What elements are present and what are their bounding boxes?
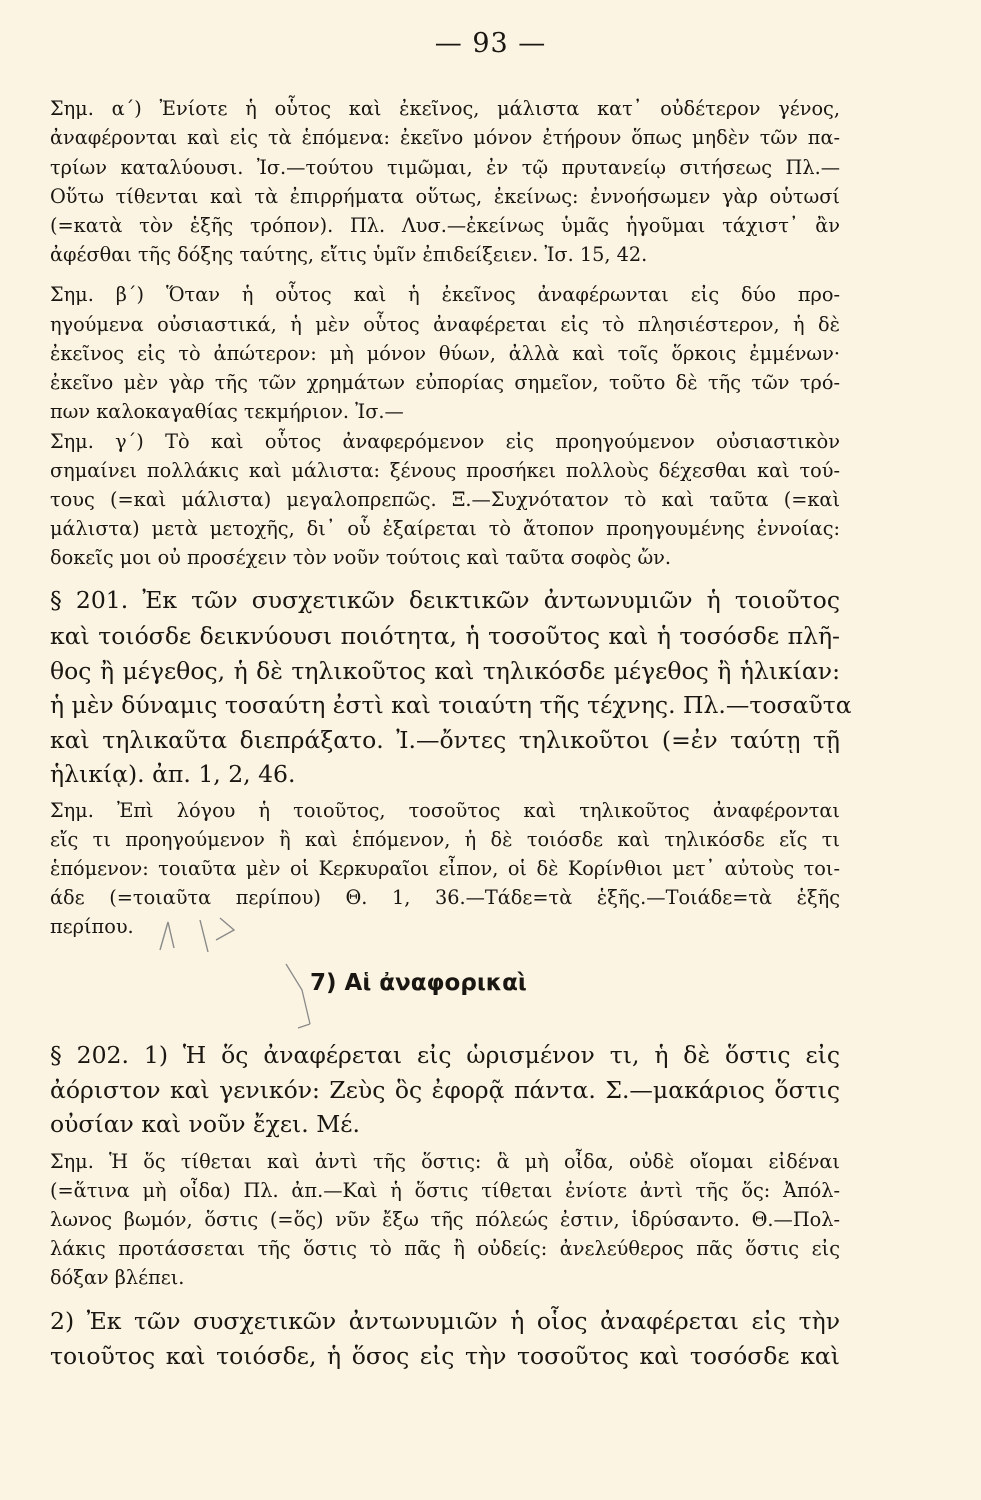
- section-201-line-1: § 201. Ἐκ τῶν συσχετικῶν δεικτικῶν ἀντωνυμιῶν ἡ τοιοῦτος: [50, 586, 840, 614]
- section-201-line-5: καὶ τηλικαῦτα διεπράξατο. Ἰ.—ὄντες τηλικοῦτοι (=ἐν ταύτῃ τῇ: [50, 726, 840, 754]
- section-201-line-2: καὶ τοιόσδε δεικνύουσι ποιότητα, ἡ τοσοῦτος καὶ ἡ τοσόσδε πλῆ-: [50, 622, 840, 650]
- page-number: — 93 —: [434, 28, 547, 59]
- note-202-line-1: Σημ. Ἡ ὅς τίθεται καὶ ἀντὶ τῆς ὅστις: ἃ μὴ οἶδα, οὐδὲ οἴομαι εἰδέναι: [50, 1150, 840, 1173]
- note-201-line-1: Σημ. Ἐπὶ λόγου ἡ τοιοῦτος, τοσοῦτος καὶ τηλικοῦτος ἀναφέρονται: [50, 799, 840, 822]
- note-b-line-4: ἐκεῖνο μὲν γὰρ τῆς τῶν χρημάτων εὐπορίας σημεῖον, τοῦτο δὲ τῆς τῶν τρό-: [50, 371, 840, 394]
- heading-relative-pronouns: 7) Αἱ ἀναφορικαὶ: [310, 970, 527, 996]
- note-201-line-5: περίπου.: [50, 915, 134, 938]
- note-c-line-5: δοκεῖς μοι οὐ προσέχειν τὸν νοῦν τούτοις καὶ ταῦτα σοφὸς ὤν.: [50, 546, 672, 569]
- note-202-line-5: δόξαν βλέπει.: [50, 1266, 185, 1289]
- section-202-line-3: οὐσίαν καὶ νοῦν ἔχει. Μέ.: [50, 1110, 360, 1138]
- section-201-line-6: ἡλικίᾳ). ἀπ. 1, 2, 46.: [50, 760, 296, 788]
- note-c-line-1: Σημ. γ΄) Τὸ καὶ οὗτος ἀναφερόμενον εἰς προηγούμενον οὐσιαστικὸν: [50, 430, 840, 453]
- note-201-line-3: ἑπόμενον: τοιαῦτα μὲν οἱ Κερκυραῖοι εἶπον, οἱ δὲ Κορίνθιοι μετ᾽ αὐτοὺς τοι-: [50, 857, 840, 880]
- note-b-line-1: Σημ. β΄) Ὅταν ἡ οὗτος καὶ ἡ ἐκεῖνος ἀναφέρωνται εἰς δύο προ-: [50, 283, 840, 306]
- note-c-line-2: σημαίνει πολλάκις καὶ μάλιστα: ξένους προσήκει πολλοὺς δέχεσθαι καὶ τού-: [50, 459, 840, 482]
- note-a-line-2: ἀναφέρονται καὶ εἰς τὰ ἑπόμενα: ἐκεῖνο μόνον ἐτήρουν ὅπως μηδὲν τῶν πα-: [50, 126, 840, 149]
- note-202-line-4: λάκις προτάσσεται τῆς ὅστις τὸ πᾶς ἢ οὐδείς: ἀνελεύθερος πᾶς ὅστις εἰς: [50, 1237, 840, 1260]
- note-202-line-2: (=ἅτινα μὴ οἶδα) Πλ. ἀπ.—Καὶ ἡ ὅστις τίθεται ἐνίοτε ἀντὶ τῆς ὅς: Ἀπόλ-: [50, 1179, 840, 1202]
- note-201-line-4: άδε (=τοιαῦτα περίπου) Θ. 1, 36.—Τάδε=τὰ ἑξῆς.—Τοιάδε=τὰ ἑξῆς: [50, 886, 840, 909]
- note-202-line-3: λωνος βωμόν, ὅστις (=ὅς) νῦν ἔξω τῆς πόλεώς ἐστιν, ἱδρύσαντο. Θ.—Πολ-: [50, 1208, 840, 1231]
- note-a-line-4: Οὕτω τίθενται καὶ τὰ ἐπιρρήματα οὕτως, ἐκείνως: ἐννοήσωμεν γὰρ οὑτωσί: [50, 185, 840, 208]
- note-c-line-4: μάλιστα) μετὰ μετοχῆς, δι᾽ οὗ ἐξαίρεται τὸ ἄτοπον προηγουμένης ἐννοίας:: [50, 517, 840, 540]
- section-201-line-4: ἡ μὲν δύναμις τοσαύτη ἐστὶ καὶ τοιαύτη τῆς τέχνης. Πλ.—τοσαῦτα: [50, 691, 852, 719]
- note-a-line-6: ἀφέσθαι τῆς δόξης ταύτης, εἴτις ὑμῖν ἐπιδείξειεν. Ἰσ. 15, 42.: [50, 243, 648, 266]
- note-a-line-5: (=κατὰ τὸν ἑξῆς τρόπον). Πλ. Λυσ.—ἐκείνως ὑμᾶς ἡγοῦμαι τάχιστ᾽ ἂν: [50, 214, 840, 237]
- section-202-2-line-2: τοιοῦτος καὶ τοιόσδε, ἡ ὅσος εἰς τὴν τοσοῦτος καὶ τοσόσδε καὶ: [50, 1342, 840, 1370]
- note-201-line-2: εἴς τι προηγούμενον ἢ καὶ ἑπόμενον, ἡ δὲ τοιόσδε καὶ τηλικόσδε εἴς τι: [50, 828, 840, 851]
- section-202-line-1: § 202. 1) Ἡ ὅς ἀναφέρεται εἰς ὡρισμένον τι, ἡ δὲ ὅστις εἰς: [50, 1041, 840, 1069]
- note-b-line-3: ἐκεῖνος εἰς τὸ ἀπώτερον: μὴ μόνον θύων, ἀλλὰ καὶ τοῖς ὅρκοις ἐμμένων·: [50, 342, 840, 365]
- note-b-line-5: πων καλοκαγαθίας τεκμήριον. Ἰσ.—: [50, 400, 404, 423]
- section-202-2-line-1: 2) Ἐκ τῶν συσχετικῶν ἀντωνυμιῶν ἡ οἷος ἀναφέρεται εἰς τὴν: [50, 1307, 840, 1335]
- note-a-line-1: Σημ. α΄) Ἐνίοτε ἡ οὗτος καὶ ἐκεῖνος, μάλιστα κατ᾽ οὐδέτερον γένος,: [50, 97, 840, 120]
- note-b-line-2: ηγούμενα οὐσιαστικά, ἡ μὲν οὗτος ἀναφέρεται εἰς τὸ πλησιέστερον, ἡ δὲ: [50, 313, 840, 336]
- note-a-line-3: τρίων καταλύουσι. Ἰσ.—τούτου τιμῶμαι, ἐν τῷ πρυτανείῳ σιτήσεως Πλ.—: [50, 156, 840, 179]
- section-201-line-3: θος ἢ μέγεθος, ἡ δὲ τηλικοῦτος καὶ τηλικόσδε μέγεθος ἢ ἡλικίαν:: [50, 657, 840, 685]
- pencil-mark-icon: [130, 900, 250, 960]
- note-c-line-3: τους (=καὶ μάλιστα) μεγαλοπρεπῶς. Ξ.—Συχνότατον τὸ καὶ ταῦτα (=καὶ: [50, 488, 840, 511]
- section-202-line-2: ἀόριστον καὶ γενικόν: Ζεὺς ὃς ἐφορᾷ πάντα. Σ.—μακάριος ὅστις: [50, 1076, 840, 1104]
